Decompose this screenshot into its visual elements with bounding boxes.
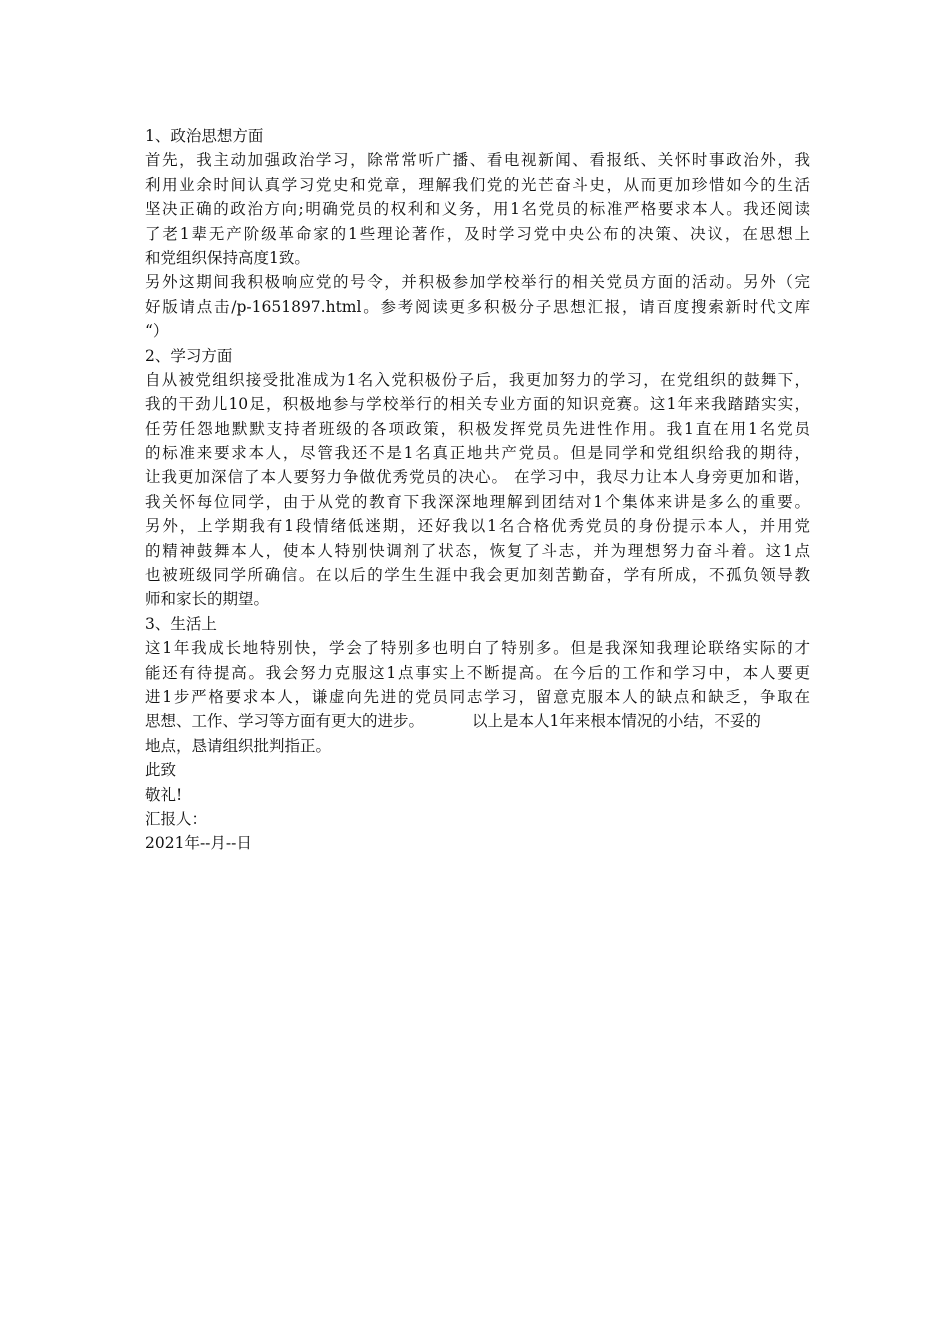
paragraph-line: “） bbox=[145, 322, 169, 341]
paragraph-line: 好版请点击/p-1651897.html。参考阅读更多积极分子思想汇报，请百度搜索新时代文库 bbox=[145, 297, 810, 316]
report-date: 2021年--月--日 bbox=[145, 834, 252, 853]
paragraph-line: 地点，恳请组织批判指正。 bbox=[145, 736, 332, 755]
heading-political: 1、政治思想方面 bbox=[145, 127, 264, 145]
paragraph-line: 另外这期间我积极响应党的号令，并积极参加学校举行的相关党员方面的活动。另外（完 bbox=[145, 273, 810, 292]
heading-life: 3、生活上 bbox=[145, 614, 217, 633]
paragraph-line: 坚决正确的政治方向;明确党员的权利和义务，用1名党员的标准严格要求本人。我还阅读 bbox=[145, 200, 810, 219]
reporter-label: 汇报人： bbox=[145, 809, 208, 828]
paragraph-line: 师和家长的期望。 bbox=[145, 590, 270, 609]
paragraph-segment: 以上是本人1年来根本情况的小结，不妥的 bbox=[472, 712, 761, 731]
paragraph-line: 能还有待提高。我会努力克服这1点事实上不断提高。在今后的工作和学习中，本人要更 bbox=[145, 663, 810, 682]
paragraph-line: 任劳任怨地默默支持者班级的各项政策，积极发挥党员先进性作用。我1直在用1名党员 bbox=[145, 419, 810, 438]
paragraph-line: 进1步严格要求本人，谦虚向先进的党员同志学习，留意克服本人的缺点和缺乏，争取在 bbox=[145, 687, 810, 706]
closing-salutation: 此致 bbox=[145, 761, 177, 780]
paragraph-line: 另外，上学期我有1段情绪低迷期，还好我以1名合格优秀党员的身份提示本人，并用党 bbox=[145, 517, 810, 536]
paragraph-line: 和党组织保持高度1致。 bbox=[145, 248, 310, 267]
paragraph-line: 我关怀每位同学，由于从党的教育下我深深地理解到团结对1个集体来讲是多么的重要。 bbox=[145, 492, 810, 511]
paragraph-segment: 思想、工作、学习等方面有更大的进步。 bbox=[145, 712, 425, 731]
paragraph-line: 让我更加深信了本人要努力争做优秀党员的决心。 在学习中，我尽力让本人身旁更加和谐， bbox=[145, 468, 810, 487]
paragraph-line-split bbox=[145, 709, 810, 733]
paragraph-line: 利用业余时间认真学习党史和党章，理解我们党的光芒奋斗史，从而更加珍惜如今的生活 bbox=[145, 175, 810, 194]
paragraph-line: 自从被党组织接受批准成为1名入党积极份子后，我更加努力的学习，在党组织的鼓舞下， bbox=[145, 370, 810, 389]
paragraph-line: 的精神鼓舞本人，使本人特别快调剂了状态，恢复了斗志，并为理想努力奋斗着。这1点 bbox=[145, 541, 810, 560]
paragraph-line: 我的干劲儿10足，积极地参与学校举行的相关专业方面的知识竞赛。这1年来我踏踏实实， bbox=[145, 395, 810, 414]
paragraph-line: 这1年我成长地特别快，学会了特别多也明白了特别多。但是我深知我理论联络实际的才 bbox=[145, 639, 810, 658]
paragraph-line: 首先，我主动加强政治学习，除常常听广播、看电视新闻、看报纸、关怀时事政治外，我 bbox=[145, 151, 810, 170]
heading-study: 2、学习方面 bbox=[145, 346, 233, 365]
paragraph-line: 了老1辈无产阶级革命家的1些理论著作，及时学习党中央公布的决策、决议，在思想上 bbox=[145, 224, 810, 243]
document-body bbox=[145, 124, 810, 856]
closing-regards: 敬礼! bbox=[145, 785, 183, 804]
paragraph-line: 也被班级同学所确信。在以后的学生生涯中我会更加刻苦勤奋，学有所成，不孤负领导教 bbox=[145, 566, 810, 585]
paragraph-line: 的标准来要求本人，尽管我还不是1名真正地共产党员。但是同学和党组织给我的期待， bbox=[145, 444, 810, 463]
